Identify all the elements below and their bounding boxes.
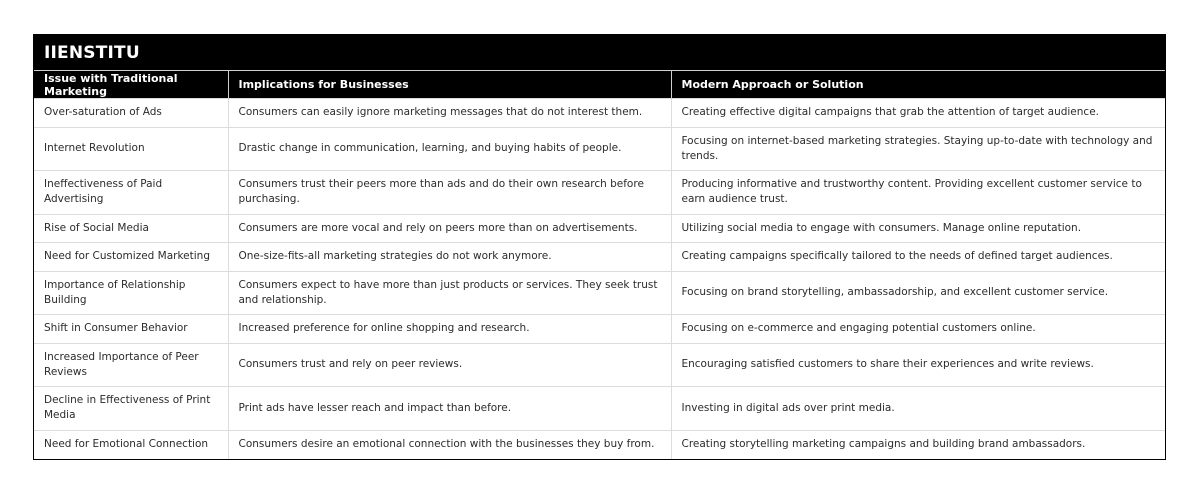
- cell-solution: Creating campaigns specifically tailored to the needs of defined target audiences.: [671, 243, 1165, 272]
- cell-implications: Consumers are more vocal and rely on peers more than on advertisements.: [228, 214, 671, 243]
- cell-issue: Over-saturation of Ads: [34, 99, 228, 128]
- cell-solution: Utilizing social media to engage with consumers. Manage online reputation.: [671, 214, 1165, 243]
- cell-solution: Creating storytelling marketing campaigns and building brand ambassadors.: [671, 430, 1165, 459]
- table-row: [34, 171, 1165, 215]
- cell-implications: Consumers trust and rely on peer reviews.: [228, 343, 671, 387]
- cell-solution: Focusing on brand storytelling, ambassadorship, and excellent customer service.: [671, 271, 1165, 315]
- cell-implications: Consumers expect to have more than just products or services. They seek trust and relationship.: [228, 271, 671, 315]
- cell-implications: Consumers desire an emotional connection with the businesses they buy from.: [228, 430, 671, 459]
- cell-solution: Investing in digital ads over print media.: [671, 387, 1165, 431]
- table-row: [34, 430, 1165, 459]
- cell-implications: Consumers can easily ignore marketing messages that do not interest them.: [228, 99, 671, 128]
- table-header-row: [34, 71, 1165, 99]
- table-row: [34, 127, 1165, 171]
- table-row: [34, 343, 1165, 387]
- cell-issue: Ineffectiveness of Paid Advertising: [34, 171, 228, 215]
- comparison-table-container: [33, 34, 1166, 460]
- brand-title: IIENSTITU: [34, 35, 1165, 70]
- cell-solution: Producing informative and trustworthy content. Providing excellent customer service to earn audience trust.: [671, 171, 1165, 215]
- column-header-issue: Issue with Traditional Marketing: [34, 71, 228, 99]
- cell-solution: Focusing on e-commerce and engaging potential customers online.: [671, 315, 1165, 344]
- cell-implications: One-size-fits-all marketing strategies do not work anymore.: [228, 243, 671, 272]
- cell-issue: Need for Emotional Connection: [34, 430, 228, 459]
- table-row: [34, 271, 1165, 315]
- cell-issue: Importance of Relationship Building: [34, 271, 228, 315]
- cell-issue: Increased Importance of Peer Reviews: [34, 343, 228, 387]
- cell-solution: Creating effective digital campaigns that grab the attention of target audience.: [671, 99, 1165, 128]
- table-row: [34, 214, 1165, 243]
- comparison-table: [34, 70, 1165, 459]
- cell-issue: Internet Revolution: [34, 127, 228, 171]
- table-row: [34, 387, 1165, 431]
- column-header-solution: Modern Approach or Solution: [671, 71, 1165, 99]
- table-row: [34, 315, 1165, 344]
- table-row: [34, 243, 1165, 272]
- cell-implications: Increased preference for online shopping and research.: [228, 315, 671, 344]
- cell-implications: Consumers trust their peers more than ads and do their own research before purchasing.: [228, 171, 671, 215]
- table-row: [34, 99, 1165, 128]
- cell-issue: Need for Customized Marketing: [34, 243, 228, 272]
- cell-implications: Drastic change in communication, learning, and buying habits of people.: [228, 127, 671, 171]
- cell-issue: Decline in Effectiveness of Print Media: [34, 387, 228, 431]
- cell-issue: Rise of Social Media: [34, 214, 228, 243]
- cell-solution: Encouraging satisfied customers to share their experiences and write reviews.: [671, 343, 1165, 387]
- column-header-implications: Implications for Businesses: [228, 71, 671, 99]
- cell-solution: Focusing on internet-based marketing strategies. Staying up-to-date with technology and trends.: [671, 127, 1165, 171]
- cell-implications: Print ads have lesser reach and impact than before.: [228, 387, 671, 431]
- cell-issue: Shift in Consumer Behavior: [34, 315, 228, 344]
